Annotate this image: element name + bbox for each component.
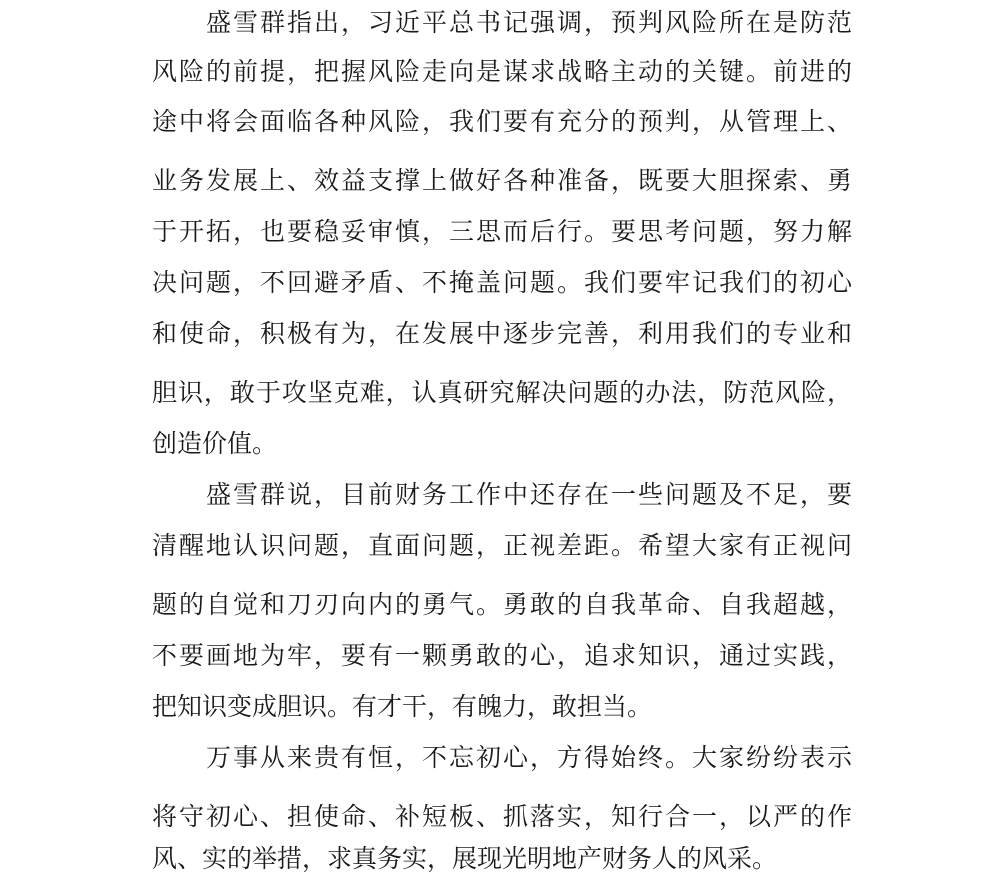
paragraph-3-line-1: 万事从来贵有恒，不忘初心，方得始终。大家纷纷表示 (206, 743, 852, 772)
paragraph-2-line-5: 把知识变成胆识。有才干，有魄力，敢担当。 (152, 692, 653, 721)
paragraph-1-line-5: 于开拓，也要稳妥审慎，三思而后行。要思考问题，努力解 (152, 217, 852, 246)
paragraph-1-line-1: 盛雪群指出，习近平总书记强调，预判风险所在是防范 (206, 8, 852, 37)
paragraph-2-line-4: 不要画地为牢，要有一颗勇敢的心，追求知识，通过实践， (152, 641, 852, 670)
paragraph-1-line-7: 和使命，积极有为，在发展中逐步完善，利用我们的专业和 (152, 319, 852, 348)
paragraph-1-line-8: 胆识，敢于攻坚克难，认真研究解决问题的办法，防范风险， (152, 378, 852, 407)
paragraph-1-line-3: 途中将会面临各种风险，我们要有充分的预判，从管理上、 (152, 107, 852, 136)
paragraph-1-line-4: 业务发展上、效益支撑上做好各种准备，既要大胆探索、勇 (152, 166, 852, 195)
paragraph-3-line-3: 风、实的举措，求真务实，展现光明地产财务人的风采。 (152, 844, 778, 873)
paragraph-1-line-6: 决问题，不回避矛盾、不掩盖问题。我们要牢记我们的初心 (152, 268, 852, 297)
paragraph-2-line-3: 题的自觉和刀刃向内的勇气。勇敢的自我革命、自我超越， (152, 590, 852, 619)
paragraph-3-line-2: 将守初心、担使命、补短板、抓落实，知行合一，以严的作 (152, 802, 852, 831)
paragraph-2-line-2: 清醒地认识问题，直面问题，正视差距。希望大家有正视问 (152, 531, 852, 560)
paragraph-1-line-9: 创造价值。 (152, 429, 278, 458)
paragraph-1-line-2: 风险的前提，把握风险走向是谋求战略主动的关键。前进的 (152, 57, 852, 86)
paragraph-2-line-1: 盛雪群说，目前财务工作中还存在一些问题及不足，要 (206, 480, 852, 509)
